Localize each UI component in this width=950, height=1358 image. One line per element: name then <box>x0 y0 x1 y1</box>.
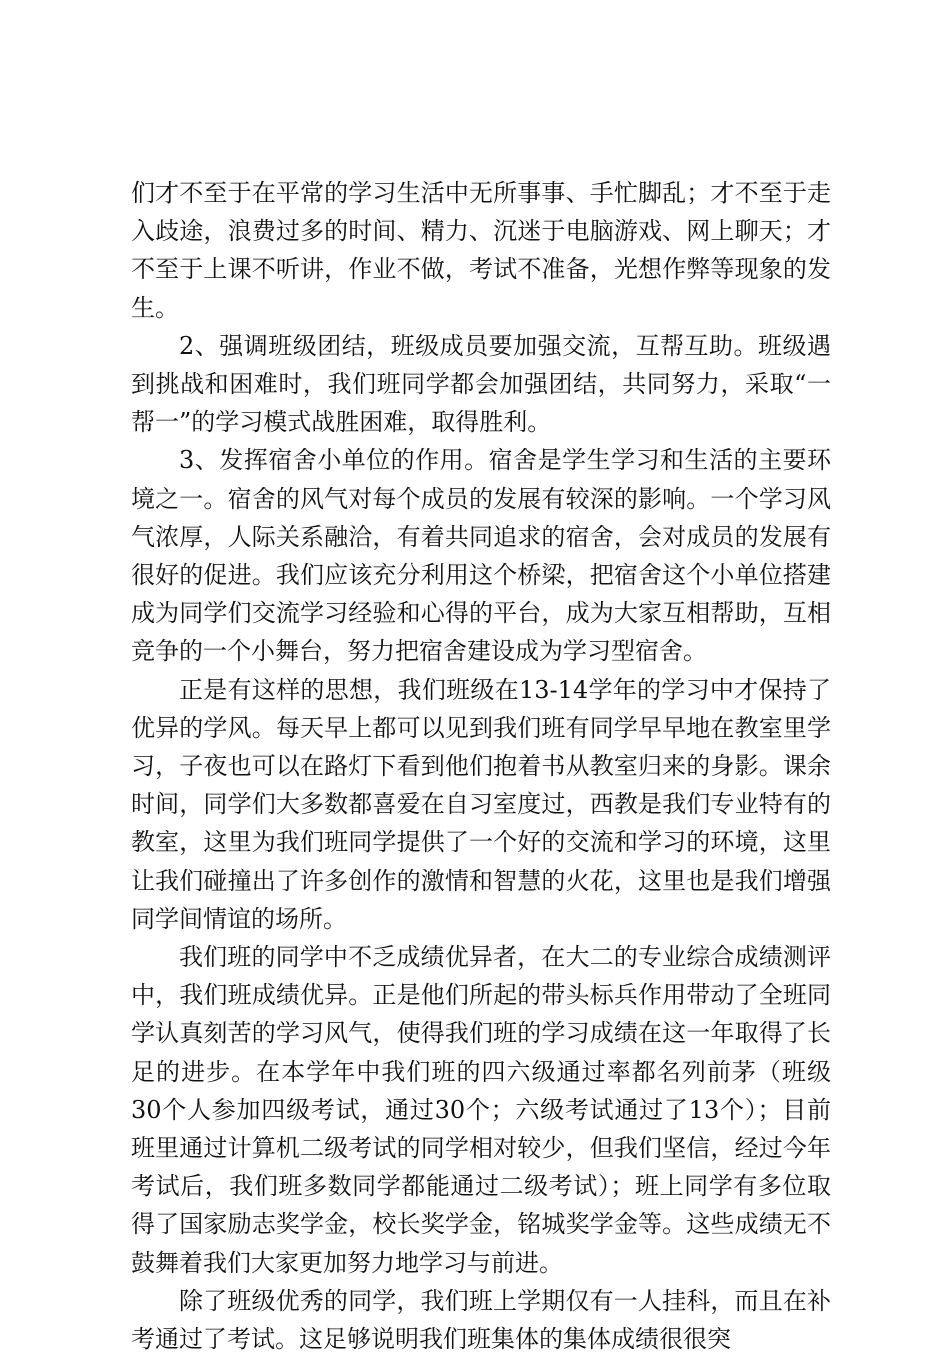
paragraph-study-style: 正是有这样的思想，我们班级在13-14学年的学习中才保持了优异的学风。每天早上都可以见到我们班有同学早早地在教室里学习，子夜也可以在路灯下看到他们抱着书从教室归来的身影。课余时间，同学们大多数都喜爱在自习室度过，西教是我们专业特有的教室，这里为我们班同学提供了一个好的交流和学习的环境，这里让我们碰撞出了许多创作的激情和智慧的火花，这里也是我们增强同学间情谊的场所。 <box>131 675 831 933</box>
paragraph-exam-results: 除了班级优秀的同学，我们班上学期仅有一人挂科，而且在补考通过了考试。这足够说明我们班集体的集体成绩很很突 <box>131 1286 831 1354</box>
paragraph-class-unity: 2、强调班级团结，班级成员要加强交流，互帮互助。班级遇到挑战和困难时，我们班同学都会加强团结，共同努力，采取“一帮一”的学习模式战胜困难，取得胜利。 <box>131 331 831 437</box>
document-body <box>131 174 831 1358</box>
paragraph-achievements: 我们班的同学中不乏成绩优异者，在大二的专业综合成绩测评中，我们班成绩优异。正是他们所起的带头标兵作用带动了全班同学认真刻苦的学习风气，使得我们班的学习成绩在这一年取得了长足的进步。在本学年中我们班的四六级通过率都名列前茅（班级30个人参加四级考试，通过30个；六级考试通过了13个）；目前班里通过计算机二级考试的同学相对较少，但我们坚信，经过今年考试后，我们班多数同学都能通过二级考试）；班上同学有多位取得了国家励志奖学金，校长奖学金，铭城奖学金等。这些成绩无不鼓舞着我们大家更加努力地学习与前进。 <box>131 943 831 1277</box>
paragraph-continuation: 们才不至于在平常的学习生活中无所事事、手忙脚乱；才不至于走入歧途，浪费过多的时间、精力、沉迷于电脑游戏、网上聊天；才不至于上课不听讲，作业不做，考试不准备，光想作弊等现象的发生。 <box>131 179 831 322</box>
paragraph-dormitory: 3、发挥宿舍小单位的作用。宿舍是学生学习和生活的主要环境之一。宿舍的风气对每个成员的发展有较深的影响。一个学习风气浓厚，人际关系融洽，有着共同追求的宿舍，会对成员的发展有很好的促进。我们应该充分利用这个桥梁，把宿舍这个小单位搭建成为同学们交流学习经验和心得的平台，成为大家互相帮助，互相竞争的一个小舞台，努力把宿舍建设成为学习型宿舍。 <box>131 446 831 666</box>
